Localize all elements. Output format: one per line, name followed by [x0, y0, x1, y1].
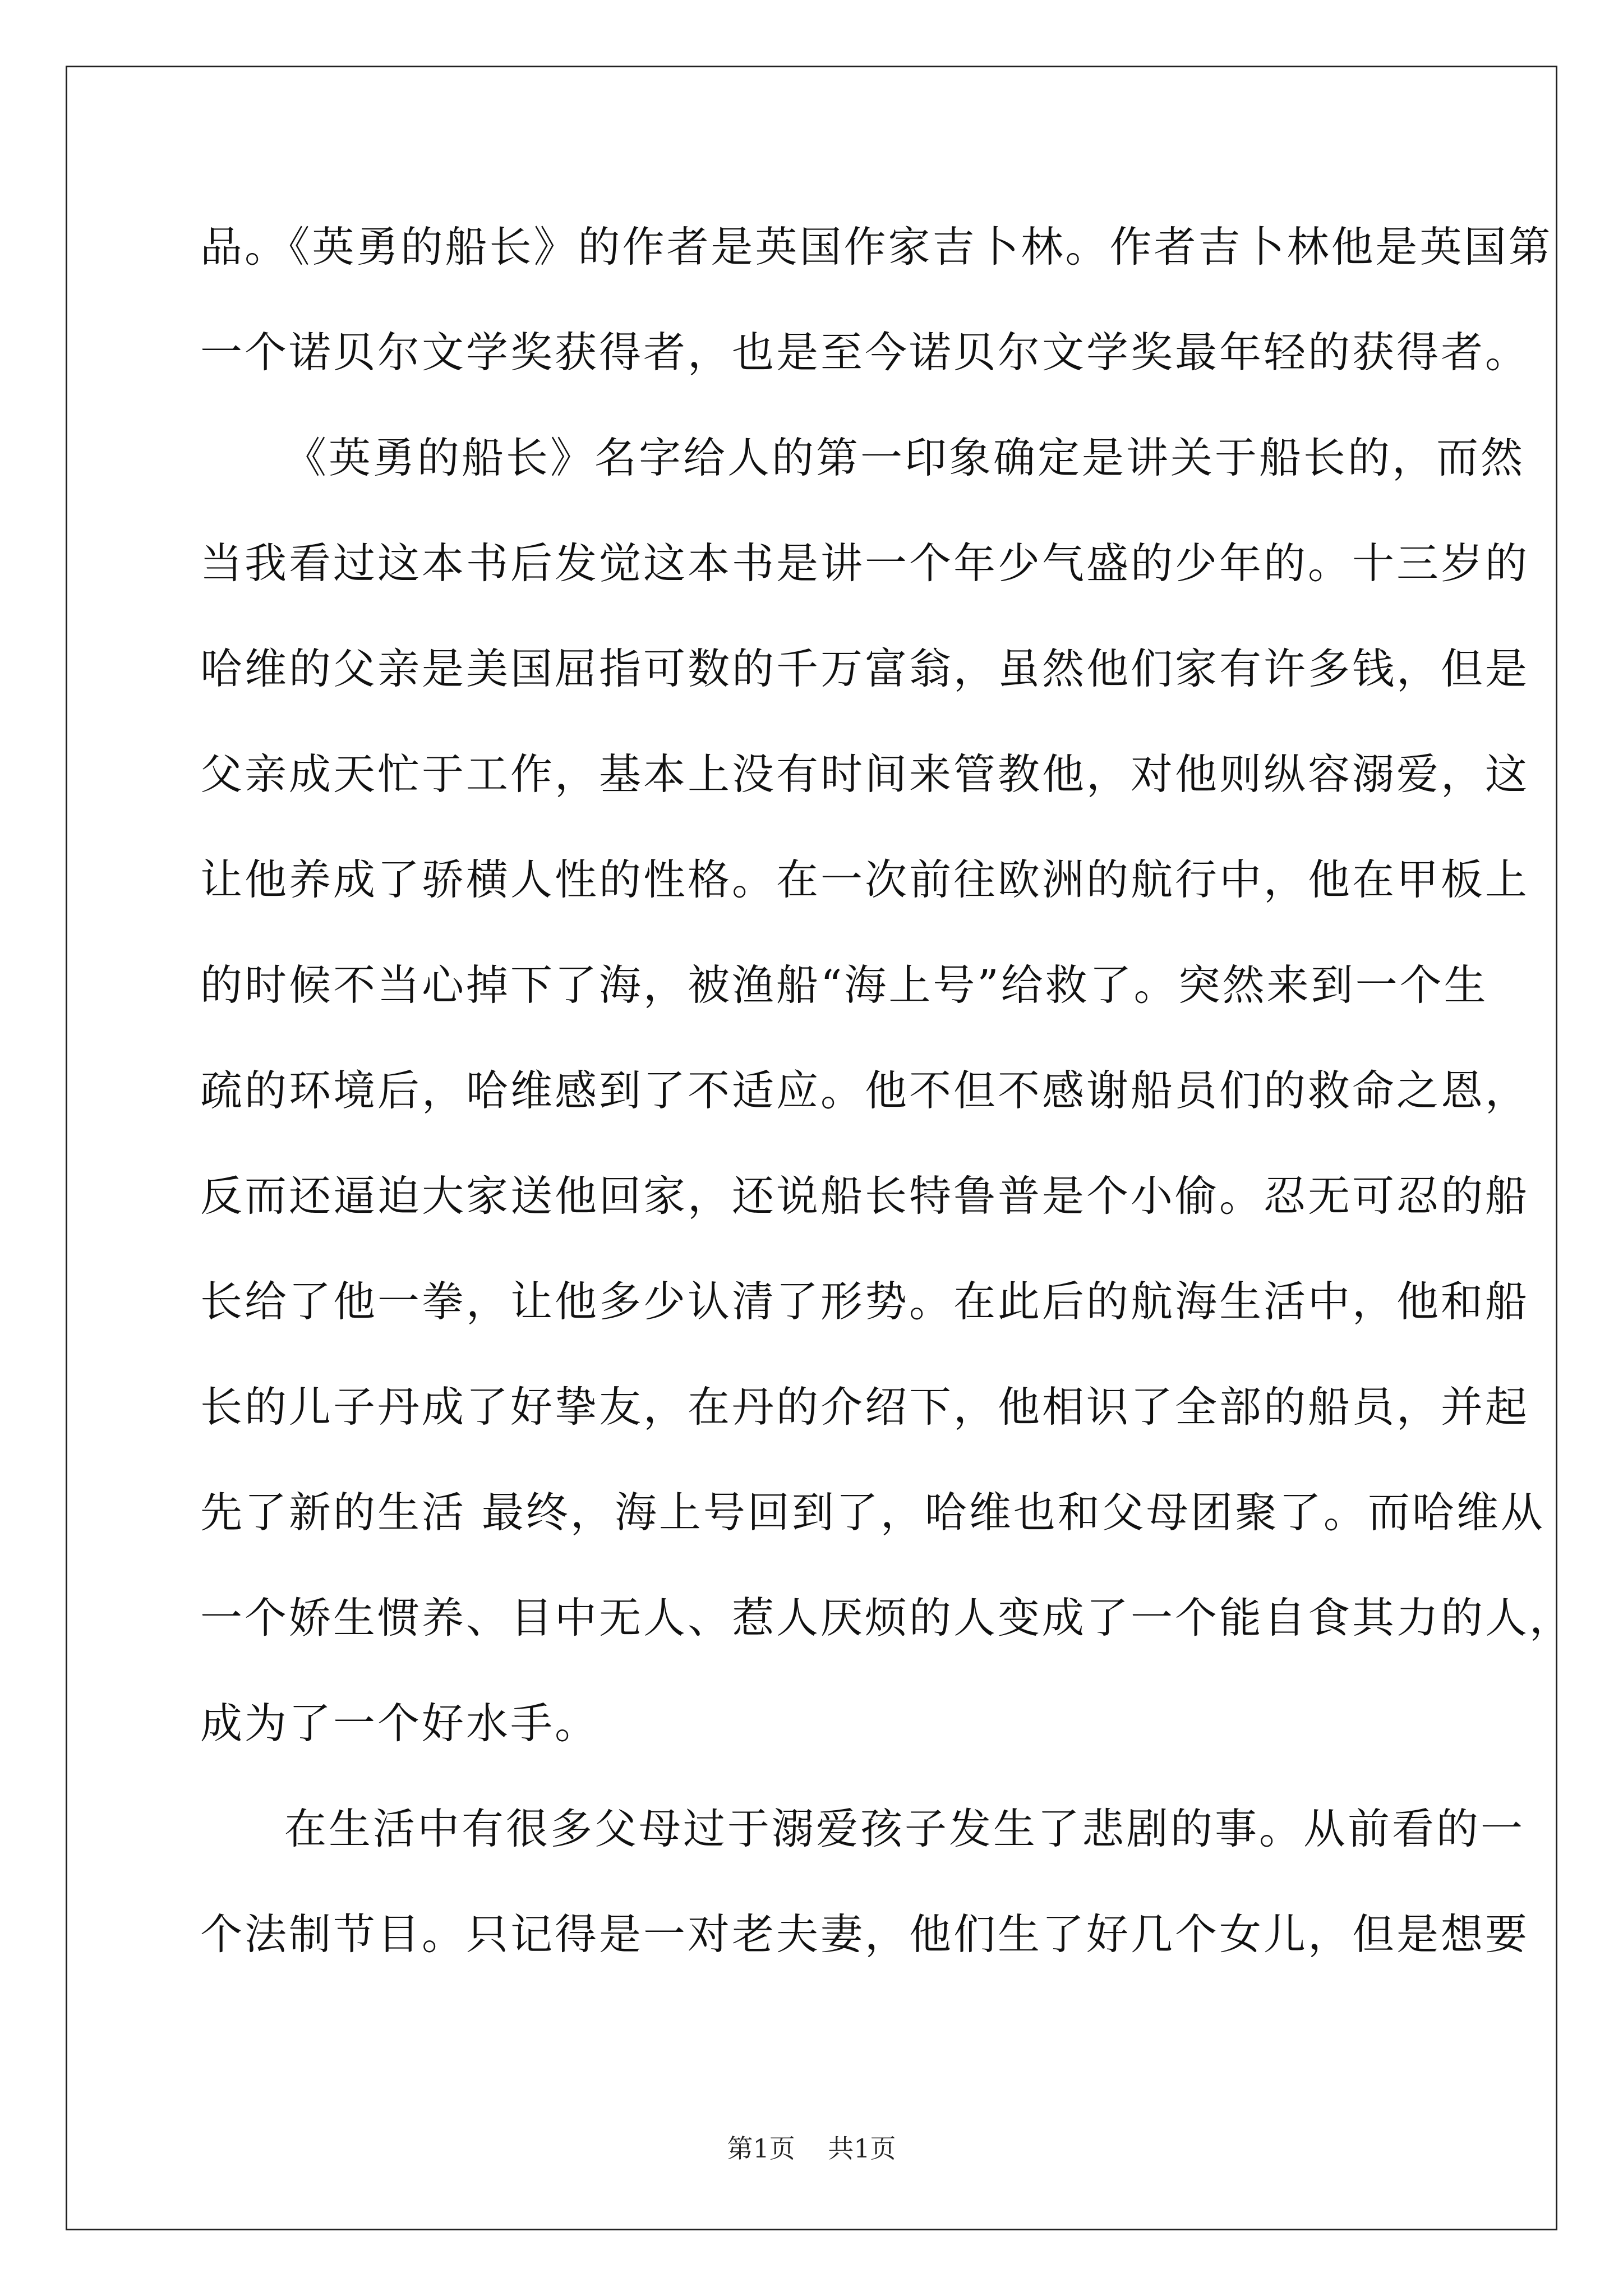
text-line: 个法制节目。只记得是一对老夫妻，他们生了好几个女儿，但是想要: [200, 1910, 1530, 1959]
text-line: 让他养成了骄横人性的性格。在一次前往欧洲的航行中，他在甲板上: [200, 855, 1530, 904]
text-line: 先了新的生活 最终，海上号回到了，哈维也和父母团聚了。而哈维从: [200, 1488, 1545, 1537]
text-line: 的时候不当心掉下了海，被渔船“海上号”给救了。突然来到一个生: [200, 960, 1488, 1010]
paragraph-start-line: 在生活中有很多父母过于溺爱孩子发生了悲剧的事。从前看的一: [284, 1804, 1525, 1853]
text-line: 成为了一个好水手。: [200, 1699, 600, 1748]
paragraph-start-line: 《英勇的船长》名字给人的第一印象确定是讲关于船长的，而然: [284, 433, 1525, 482]
text-line: 当我看过这本书后发觉这本书是讲一个年少气盛的少年的。十三岁的: [200, 539, 1530, 588]
text-line: 一个娇生惯养、目中无人、惹人厌烦的人变成了一个能自食其力的人，: [200, 1593, 1574, 1642]
text-line: 父亲成天忙于工作，基本上没有时间来管教他，对他则纵容溺爱，这: [200, 749, 1530, 799]
text-line: 疏的环境后，哈维感到了不适应。他不但不感谢船员们的救命之恩，: [200, 1066, 1530, 1115]
text-line: 哈维的父亲是美国屈指可数的千万富翁，虽然他们家有许多钱，但是: [200, 644, 1530, 693]
page-number-footer: 第1页 共1页: [727, 2133, 896, 2164]
text-line: 长给了他一拳，让他多少认清了形势。在此后的航海生活中，他和船: [200, 1277, 1530, 1326]
text-line: 品。《英勇的船长》的作者是英国作家吉卜林。作者吉卜林他是英国第: [200, 222, 1553, 272]
text-line: 一个诺贝尔文学奖获得者，也是至今诺贝尔文学奖最年轻的获得者。: [200, 328, 1530, 377]
text-line: 反而还逼迫大家送他回家，还说船长特鲁普是个小偷。忍无可忍的船: [200, 1171, 1530, 1221]
text-line: 长的儿子丹成了好挚友，在丹的介绍下，他相识了全部的船员，并起: [200, 1382, 1530, 1432]
